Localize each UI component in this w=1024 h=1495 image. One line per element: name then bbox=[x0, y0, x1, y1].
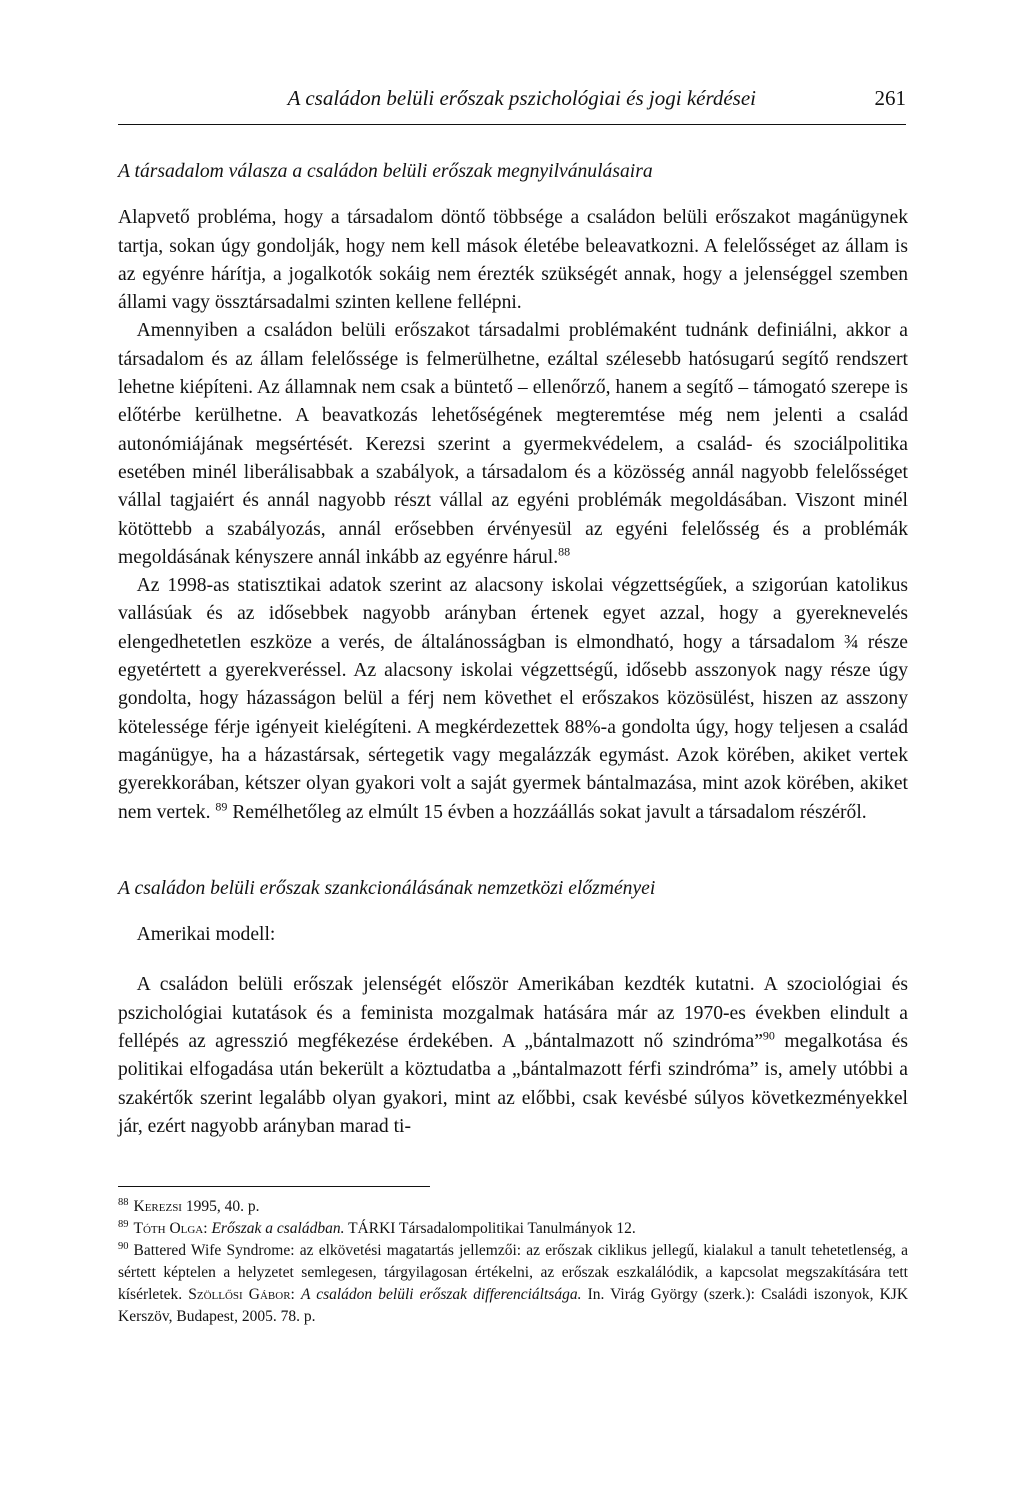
main-text bbox=[118, 158, 908, 1141]
paragraph: A családon belüli erőszak jelenségét először Amerikában kezdték kutatni. A szociológiai és pszichológiai kutatások és a feminista mozgalmak hatására már az 1970-es években elindult a fellépés az agresszió megfékezése érdekében. A „bántalmazott nő szindróma”$^{90}$ megalkotása és politikai elfogadása után bekerült a köztudatba a „bántalmazott férfi szindróma” is, amely utóbbi a szakértők szerint legalább olyan gyakori, mint az előbbi, csak kevésbé súlyos következményekkel jár, ezért nagyobb arányban marad ti- bbox=[118, 974, 908, 1137]
footnote-89: $^{89}$ Tóth Olga: Erőszak a családban. TÁRKI Társadalompolitikai Tanulmányok 12. bbox=[118, 1218, 636, 1237]
footnote-ref-88[interactable]: 88 bbox=[558, 544, 571, 559]
paragraph: Alapvető probléma, hogy a társadalom döntő többsége a családon belüli erőszakot magánügynek tartja, sokan úgy gondolják, hogy nem kell mások életébe beleavatkozni. A felelősséget az állam is az egyénre hárítja, a jogalkotók sokáig nem érezték szükségét annak, hogy a jelenséggel szemben állami vagy össztársadalmi szinten kellene fellépni. bbox=[118, 207, 908, 314]
paragraph: Amennyiben a családon belüli erőszakot társadalmi problémaként tudnánk definiálni, akkor a társadalom és az állam felelőssége is felmerülhetne, ezáltal szélesebb hatósugarú segítő rendszert lehetne kiépíteni. Az államnak nem csak a büntető – ellenőrző, hanem a segítő – támogató szerepe is előtérbe kerülhetne. A beavatkozás lehetőségének megteremtése még nem jelenti a család autonómiájának megsértését. Kerezsi szerint a gyermekvédelem, a család- és szociálpolitika esetében minél liberálisabbak a szabályok, a társadalom és a közösség annál nagyobb felelősséget vállal tagjaiért és annál nagyobb részt vállal az egyéni problémák megoldásában. Viszont minél kötöttebb a szabályozás, annál erősebben érvényesül az egyéni felelősség és a problémák megoldásának kényszere annál inkább az egyénre hárul.$^{88}$ bbox=[118, 320, 908, 568]
page-number: 261 bbox=[874, 86, 906, 110]
paragraph: Az 1998-as statisztikai adatok szerint az alacsony iskolai végzettségűek, a szigorúan katolikus vallásúak és az idősebbek nagyobb arányban értenek egyet azzal, hogy a gyereknevelés elengedhetetlen eszköze a verés, de általánosságban is elmondható, hogy a társadalom ¾ része egyetértett a gyerekveréssel. Az alacsony iskolai végzettségű, idősebb asszonyok nagy része úgy gondolta, hogy házasságon belül a férj nem követhet el erőszakos közösülést, hiszen az asszony kötelessége férje igényeit kielégíteni. A megkérdezettek 88%-a gondolta úgy, hogy teljesen a család magánügye, ha a házastársak, sértegetik vagy megalázzák egymást. Azok körében, akiket vertek gyerekkorában, kétszer olyan gyakori volt a saját gyermek bántalmazása, mint azok körében, akiket nem vertek. $^{89}$ Remélhetőleg az elmúlt 15 évben a hozzáállás sokat javult a társadalom részéről. bbox=[118, 575, 908, 823]
footnote-rule bbox=[118, 1186, 430, 1187]
footnote-ref-90[interactable]: 90 bbox=[762, 1028, 775, 1043]
running-head bbox=[118, 86, 906, 126]
footnote-88: $^{88}$ Kerezsi 1995, 40. p. bbox=[118, 1196, 260, 1215]
running-head-title: A családon belüli erőszak pszichológiai és jogi kérdései bbox=[287, 86, 756, 110]
subheading: Amerikai modell: bbox=[136, 924, 276, 946]
section-heading-2: A családon belüli erőszak szankcionálásának nemzetközi előzményei bbox=[118, 877, 656, 899]
section-heading-1: A társadalom válasza a családon belüli erőszak megnyilvánulásaira bbox=[118, 161, 653, 182]
footnote-90: $^{90}$ Battered Wife Syndrome: az elkövetési magatartás jellemzői: az erőszak ciklikus jellegű, kialakul a tanult tehetetlenség, a sértett képtelen a helyzetet semlegesen, tárgyilagosan értékelni, az erőszak eszkalálódik, a kapcsolat megszakítására tett kísérletek. Szöllősi Gábor: A családon belüli erőszak differenciáltsága. In. Virág György (szerk.): Családi iszonyok, KJK Kerszöv, Budapest, 2005. 78. p. bbox=[118, 1240, 909, 1325]
footnotes bbox=[118, 1196, 908, 1328]
header-rule bbox=[118, 124, 906, 125]
footnote-ref-89[interactable]: 89 bbox=[215, 799, 228, 813]
